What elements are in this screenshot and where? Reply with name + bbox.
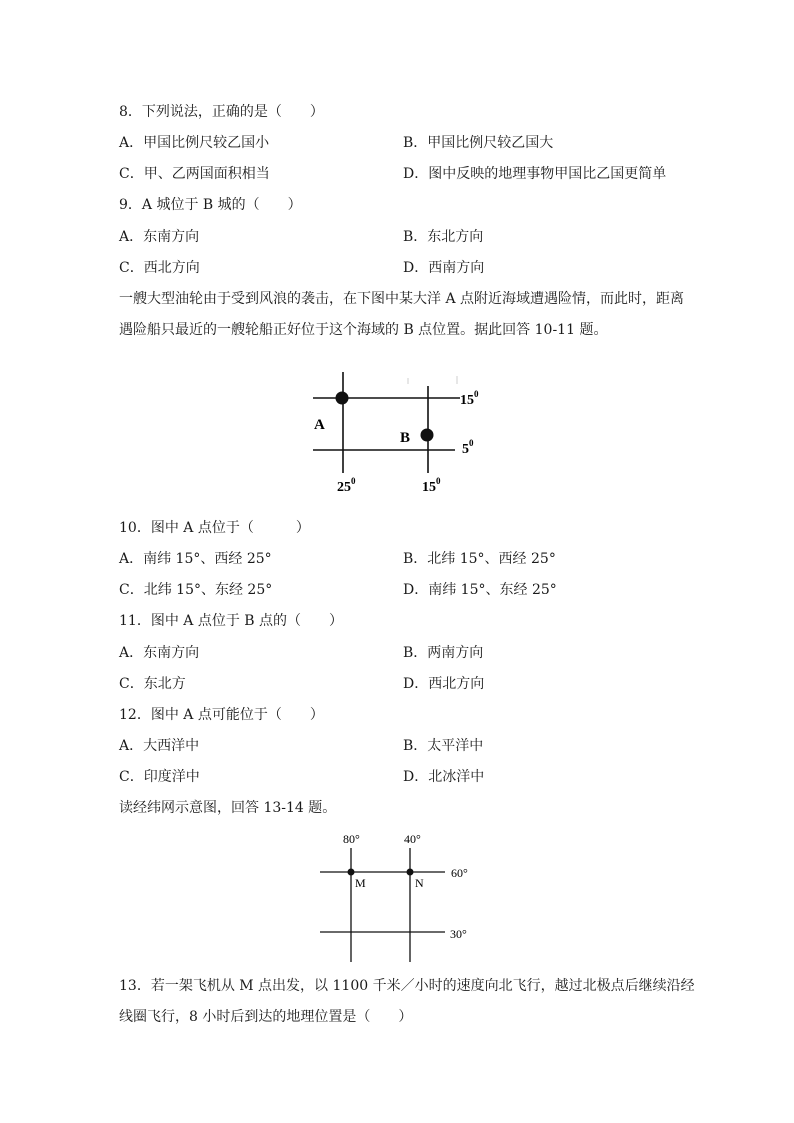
q12-option-c: C．印度洋中 — [119, 769, 200, 785]
lat-top-label: $15^0$ — [460, 389, 479, 408]
q11-option-a: A．东南方向 — [119, 645, 200, 661]
q10-option-d: D．南纬 15°、东经 25° — [403, 582, 557, 598]
point-n-dot — [407, 869, 414, 876]
q10-option-c: C．北纬 15°、东经 25° — [119, 582, 273, 598]
lon-left-label: $25^0$ — [337, 476, 356, 495]
q9-option-d: D．西南方向 — [403, 260, 485, 276]
point-a-dot — [336, 392, 349, 405]
q11-option-d: D．西北方向 — [403, 676, 485, 692]
q11-option-b: B．两南方向 — [403, 645, 484, 661]
point-b-dot — [421, 429, 434, 442]
q9-stem: 9．A 城位于 B 城的（ ） — [119, 197, 302, 213]
lat-top-label: 60° — [451, 866, 468, 880]
q8-option-d: D．图中反映的地理事物甲国比乙国更简单 — [403, 166, 667, 182]
q8-stem: 8．下列说法，正确的是（ ） — [119, 104, 324, 120]
point-b-label: B — [400, 430, 411, 446]
lat-bottom-label: 30° — [450, 927, 467, 941]
lat-bottom-label: $5^0$ — [462, 438, 474, 457]
q13-line1: 13．若一架飞机从 M 点出发，以 1100 千米／小时的速度向北飞行，越过北极点后继续沿经 — [119, 978, 695, 994]
q12-option-b: B．太平洋中 — [403, 738, 484, 754]
passage2-line1: 读经纬网示意图，回答 13-14 题。 — [119, 800, 337, 816]
lon-right-label: $15^0$ — [422, 476, 441, 495]
q12-stem: 12．图中 A 点可能位于（ ） — [119, 707, 324, 723]
lon-left-label: 80° — [343, 832, 360, 846]
q8-option-c: C．甲、乙两国面积相当 — [119, 166, 270, 182]
q10-option-b: B．北纬 15°、西经 25° — [403, 551, 556, 567]
q11-option-c: C．东北方 — [119, 676, 186, 692]
figure-2-grid — [310, 826, 490, 970]
q12-option-d: D．北冰洋中 — [403, 769, 485, 785]
passage1-line1: 一艘大型油轮由于受到风浪的袭击，在下图中某大洋 A 点附近海域遭遇险情，而此时，距离 — [119, 291, 685, 307]
point-m-label: M — [355, 876, 366, 890]
q10-option-a: A．南纬 15°、西经 25° — [119, 551, 272, 567]
point-n-label: N — [415, 876, 424, 890]
passage1-line2: 遇险船只最近的一艘轮船正好位于这个海域的 B 点位置。据此回答 10-11 题。 — [119, 322, 608, 338]
point-m-dot — [348, 869, 355, 876]
q8-option-b: B．甲国比例尺较乙国大 — [403, 135, 554, 151]
q9-option-a: A．东南方向 — [119, 229, 200, 245]
q10-stem: 10．图中 A 点位于（ ） — [119, 520, 310, 536]
q12-option-a: A．大西洋中 — [119, 738, 200, 754]
lon-right-label: 40° — [404, 832, 421, 846]
figure-1-grid — [300, 370, 500, 504]
q9-option-c: C．西北方向 — [119, 260, 200, 276]
point-a-label: A — [314, 417, 325, 433]
q13-line2: 线圈飞行，8 小时后到达的地理位置是（ ） — [119, 1009, 413, 1025]
q8-option-a: A．甲国比例尺较乙国小 — [119, 135, 270, 151]
q11-stem: 11．图中 A 点位于 B 点的（ ） — [119, 613, 344, 629]
q9-option-b: B．东北方向 — [403, 229, 484, 245]
